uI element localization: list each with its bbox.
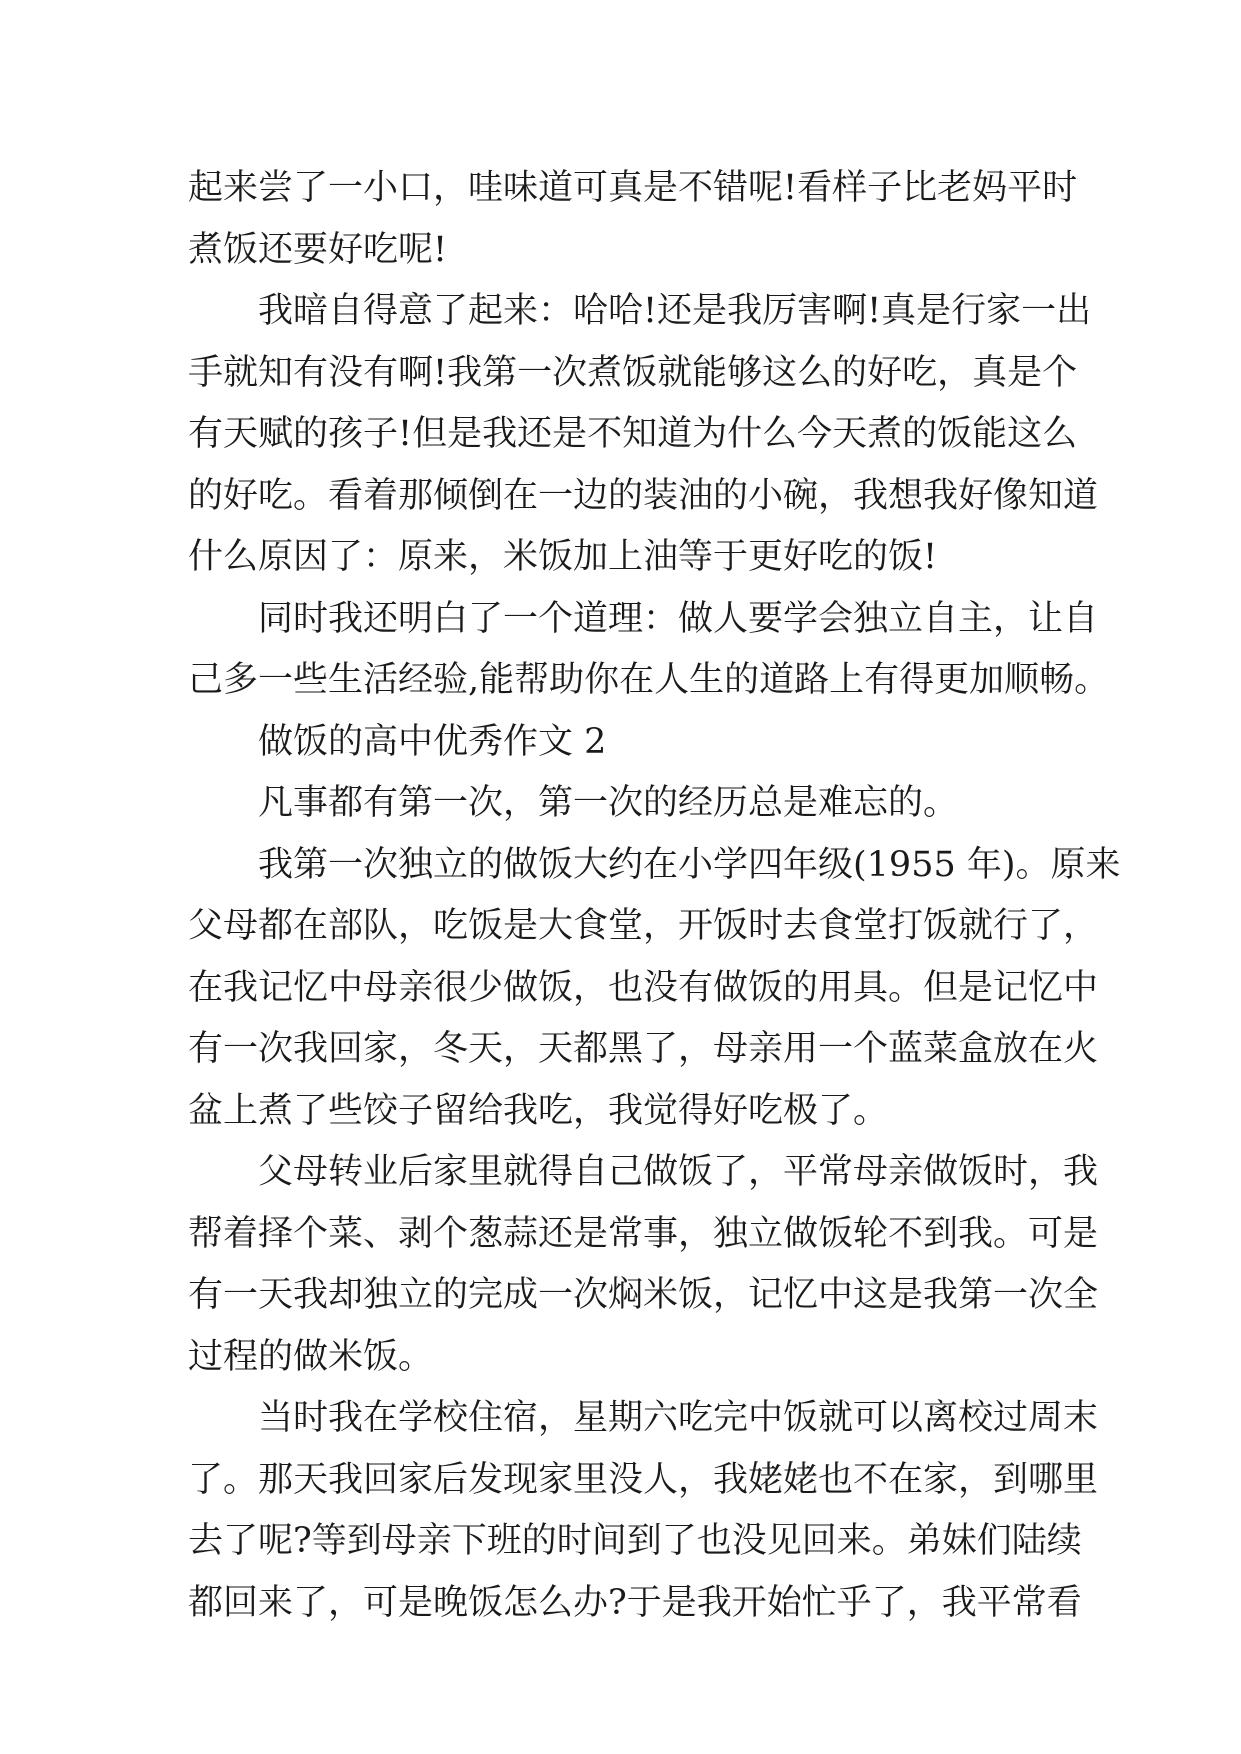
- text-line: 己多一些生活经验,能帮助你在人生的道路上有得更加顺畅。: [188, 660, 1110, 700]
- text-line: 我暗自得意了起来：哈哈!还是我厉害啊!真是行家一出: [258, 291, 1092, 331]
- text-line: 了。那天我回家后发现家里没人，我姥姥也不在家，到哪里: [188, 1459, 1099, 1500]
- text-line: 同时我还明白了一个道理：做人要学会独立自主，让自: [258, 598, 1099, 639]
- text-line: 有一天我却独立的完成一次焖米饭，记忆中这是我第一次全: [188, 1275, 1099, 1315]
- text-line: 父母转业后家里就得自己做饭了，平常母亲做饭时，我: [258, 1152, 1099, 1192]
- text-line: 有一次我回家，冬天，天都黑了，母亲用一个蓝菜盒放在火: [188, 1029, 1099, 1069]
- text-line: 都回来了，可是晚饭怎么办?于是我开始忙乎了，我平常看: [188, 1582, 1082, 1623]
- text-line: 做饭的高中优秀作文 2: [258, 721, 607, 762]
- text-line: 煮饭还要好吃呢!: [188, 229, 448, 270]
- text-line: 我第一次独立的做饭大约在小学四年级(1955 年)。原来: [258, 844, 1121, 885]
- text-line: 在我记忆中母亲很少做饭，也没有做饭的用具。但是记忆中: [188, 967, 1099, 1008]
- text-line: 过程的做米饭。: [188, 1336, 434, 1377]
- text-line: 父母都在部队，吃饭是大食堂，开饭时去食堂打饭就行了，: [188, 906, 1099, 946]
- text-line: 起来尝了一小口，哇味道可真是不错呢!看样子比老妈平时: [188, 168, 1078, 208]
- text-line: 去了呢?等到母亲下班的时间到了也没见回来。弟妹们陆续: [188, 1521, 1082, 1561]
- text-line: 有天赋的孩子!但是我还是不知道为什么今天煮的饭能这么: [188, 414, 1078, 454]
- text-line: 的好吃。看着那倾倒在一边的装油的小碗，我想我好像知道: [188, 475, 1099, 516]
- text-line: 盆上煮了些饺子留给我吃，我觉得好吃极了。: [188, 1090, 889, 1131]
- text-line: 什么原因了：原来，米饭加上油等于更好吃的饭!: [188, 537, 938, 577]
- text-line: 凡事都有第一次，第一次的经历总是难忘的。: [258, 783, 959, 823]
- text-line: 当时我在学校住宿，星期六吃完中饭就可以离校过周末: [258, 1398, 1099, 1438]
- text-line: 帮着择个菜、剥个葱蒜还是常事，独立做饭轮不到我。可是: [188, 1213, 1099, 1254]
- document-page: [188, 158, 1121, 1634]
- text-line: 手就知有没有啊!我第一次煮饭就能够这么的好吃，真是个: [188, 352, 1078, 393]
